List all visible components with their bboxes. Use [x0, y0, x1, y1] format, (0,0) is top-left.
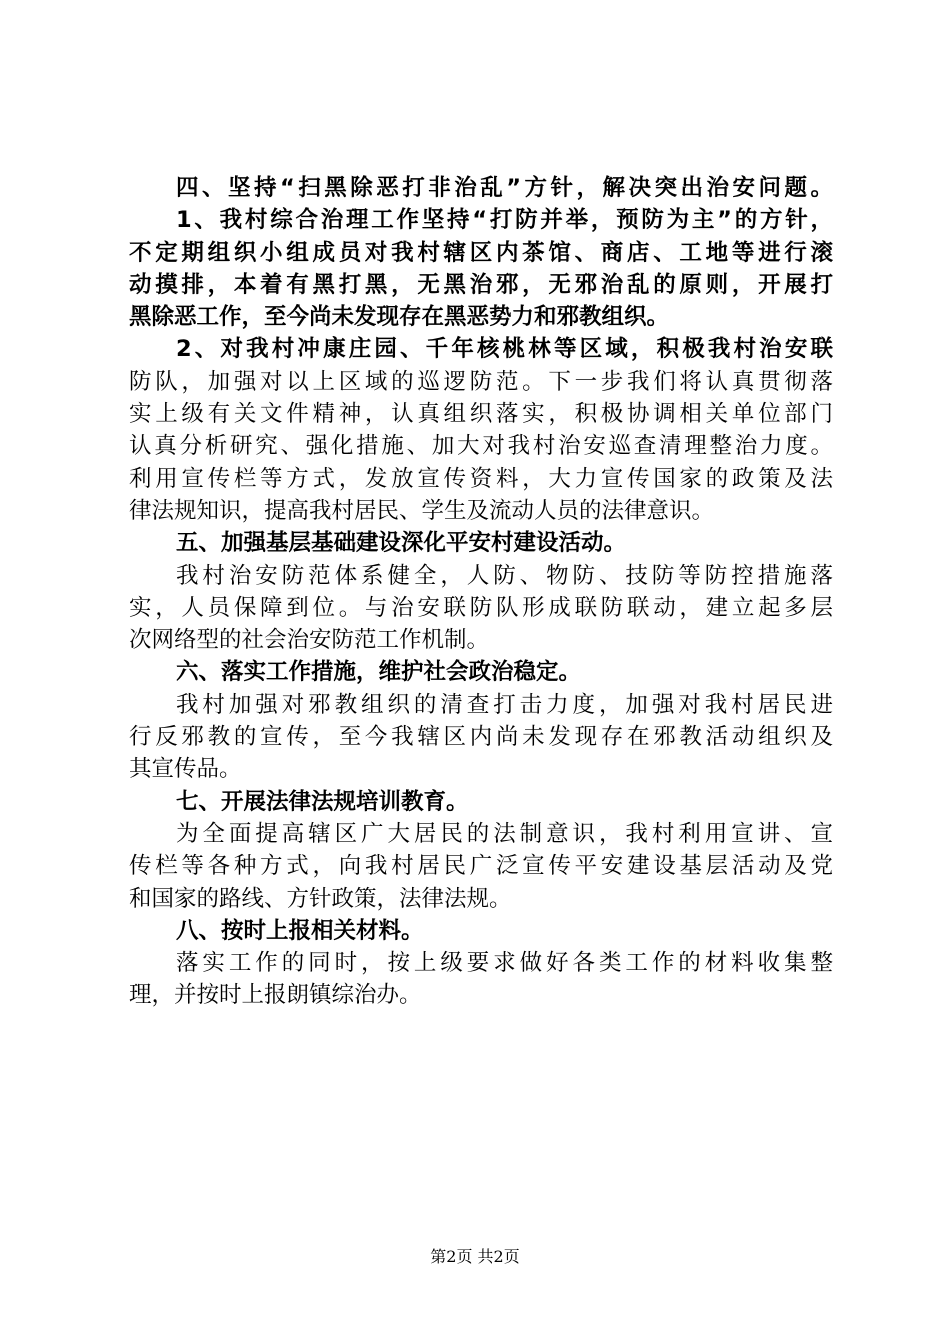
text-line: 防队，加强对以上区域的巡逻防范。下一步我们将认真贯彻落: [129, 368, 833, 395]
text-line: 我村加强对邪教组织的清查打击力度，加强对我村居民进: [176, 691, 833, 718]
document-body: [129, 172, 833, 1012]
text-line: 动摸排，本着有黑打黑，无黑治邪，无邪治乱的原则，开展打: [129, 271, 833, 298]
text-line: 律法规知识，提高我村居民、学生及流动人员的法律意识。: [129, 497, 715, 524]
text-line: 和国家的路线、方针政策，法律法规。: [129, 885, 512, 912]
text-line: 行反邪教的宣传，至今我辖区内尚未发现存在邪教活动组织及: [129, 724, 833, 751]
text-line: 七、开展法律法规培训教育。: [176, 788, 469, 815]
text-line: 1、我村综合治理工作坚持“打防并举，预防为主”的方针，: [176, 207, 833, 234]
text-line: 黑除恶工作，至今尚未发现存在黑恶势力和邪教组织。: [129, 304, 670, 331]
text-line: 认真分析研究、强化措施、加大对我村治安巡查清理整治力度。: [129, 433, 833, 460]
text-line: 为全面提高辖区广大居民的法制意识，我村利用宣讲、宣: [176, 820, 833, 847]
text-line: 四、坚持“扫黑除恶打非治乱”方针，解决突出治安问题。: [176, 175, 833, 201]
text-line: 其宣传品。: [129, 756, 242, 783]
page-footer: 第2页 共2页: [430, 1247, 520, 1266]
text-line: 六、落实工作措施，维护社会政治稳定。: [176, 659, 582, 686]
text-line: 五、加强基层基础建设深化平安村建设活动。: [176, 530, 627, 557]
text-line: 理，并按时上报朗镇综治办。: [129, 982, 422, 1009]
text-line: 八、按时上报相关材料。: [176, 917, 424, 944]
text-line: 实，人员保障到位。与治安联防队形成联防联动，建立起多层: [129, 594, 833, 621]
text-line: 次网络型的社会治安防范工作机制。: [129, 627, 490, 654]
text-line: 利用宣传栏等方式，发放宣传资料，大力宣传国家的政策及法: [129, 465, 833, 492]
text-line: 传栏等各种方式，向我村居民广泛宣传平安建设基层活动及党: [129, 853, 833, 880]
text-line: 我村治安防范体系健全，人防、物防、技防等防控措施落: [176, 562, 833, 589]
text-line: 实上级有关文件精神，认真组织落实，积极协调相关单位部门: [129, 401, 833, 428]
text-line: 不定期组织小组成员对我村辖区内茶馆、商店、工地等进行滚: [129, 239, 833, 266]
text-line: 落实工作的同时，按上级要求做好各类工作的材料收集整: [176, 950, 833, 977]
text-line: 2、对我村冲康庄园、千年核桃林等区域，积极我村治安联: [176, 336, 833, 363]
